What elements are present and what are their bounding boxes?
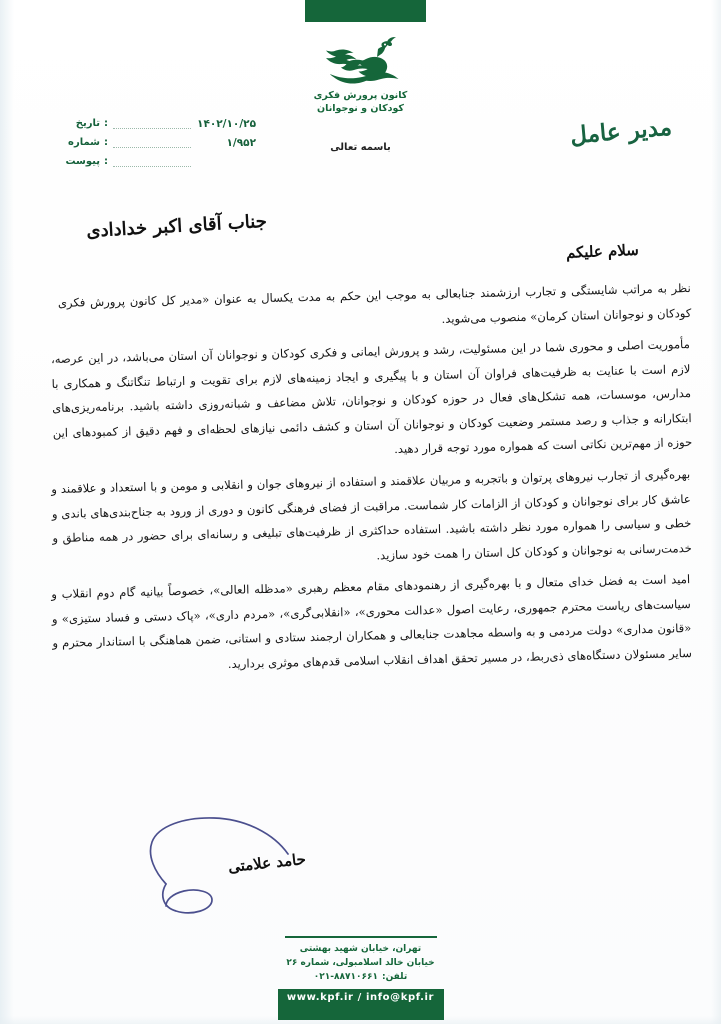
letter-paragraph-2: مأموریت اصلی و محوری شما در این مسئولیت، رشد و پرورش ایمانی و فکری کودکان و نوجوانان آن استان می‌باشد، در این عرصه، لازم است با عنایت به ظرفیت‌های فراوان آن استان و با پیگیری و ایجاد زمینه‌های لازم برای تقویت و ارتباط تنگاتنگ و همکاری با مدارس، موسسات، همه تشکل‌های فعال در حوزه کودکان و نوجوانان، تلاش مضاعف و شبانه‌روزی داشته باشید. برنامه‌ریزی‌های ابتکارانه و جذاب و رصد مستمر وضعیت کودکان و نوجوانان آن استان و کشف دائمی نیازهای لحظه‌ای و فهم دقیق از کمبودهای این حوزه از مهم‌ترین نکاتی است که همواره مورد توجه قرار دهید.	[50, 337, 693, 457]
date-colon: :	[104, 118, 108, 129]
organization-name-line1: کانون پرورش فکری	[313, 90, 408, 101]
letter-paragraph-3: بهره‌گیری از تجارب نیروهای پرتوان و باتجربه و مربیان علاقمند و استفاده از نیروهای جوان و انقلابی و مومن و با استعداد و علاقمند و عاشق کار برای نوجوانان و کودکان از الزامات کار شماست. مراقبت از فضای فرهنگی کانون و دوری از ورود به جناح‌بندی‌های باندی و خطی و سیاسی را همواره مورد نظر داشته باشید. استفاده حداکثری از ظرفیت‌های تبلیغی و رسانه‌ای برای حضور در همه مناطق و خدمت‌رسانی به نوجوانان و کودکان کل استان را همت خود سازید.	[51, 467, 693, 563]
managing-director-title: مدیر عامل	[569, 113, 673, 150]
letter-paragraph-4: امید است به فضل خدای متعال و با بهره‌گیری از رهنمودهای مقام معظم رهبری «مدظله العالی»، خصوصاً بیانیه گام دوم انقلاب و سیاست‌های ریاست محترم جمهوری، رعایت اصول «عدالت محوری»، «انقلابی‌گری»، «مردم داری»، «پاک دستی و فساد ستیزی» و «قانون مداری» دولت مردمی و به واسطه مجاهدت جنابعالی و همکاران ارجمند ستادی و استانی، ضمن هماهنگی با استاندار محترم و سایر مسئولان دستگاه‌های ذی‌ربط، در مسیر تحقق اهداف انقلاب اسلامی قدم‌های موثری بردارید.	[51, 572, 693, 672]
footer-phone-row	[286, 971, 434, 985]
date-label: تاریخ	[75, 118, 100, 129]
salutation-line: سلام علیکم	[565, 240, 640, 262]
scan-edge-left	[0, 0, 14, 1024]
date-value: ۱۴۰۲/۱۰/۲۵	[197, 117, 256, 130]
dove-bird-logo-icon	[318, 36, 404, 88]
letter-body	[52, 205, 691, 673]
number-value: ۱/۹۵۲	[226, 136, 256, 149]
footer-divider	[285, 936, 437, 938]
organization-name-line2: کودکان و نوجوانان	[317, 102, 404, 114]
organization-name	[314, 90, 408, 116]
footer-web-banner[interactable]: www.kpf.ir / info@kpf.ir	[278, 989, 444, 1020]
attachment-label: پیوست	[65, 156, 100, 167]
footer-address-line2: خیابان خالد اسلامبولی، شماره ۲۶	[286, 958, 435, 969]
addressee-line: جناب آقای اکبر خدادادی	[85, 210, 268, 242]
attachment-dotted-rule	[113, 157, 191, 167]
letter-footer	[0, 936, 721, 1020]
number-colon: :	[104, 137, 108, 148]
footer-address	[286, 943, 434, 985]
scan-edge-right	[711, 0, 721, 1024]
footer-address-line1: تهران، خیابان شهید بهشتی	[299, 944, 422, 955]
signatory-name: حامد علامتی	[227, 849, 307, 877]
letter-paragraph-1: نظر به مراتب شایستگی و تجارب ارزشمند جنابعالی به موجب این حکم به مدت یکسال به عنوان «مدیر کل کانون پرورش فکری کودکان و نوجوانان استان کرمان» منصوب می‌شوید.	[57, 281, 692, 326]
number-label: شماره	[68, 137, 100, 148]
header-green-bar	[305, 0, 426, 22]
date-dotted-rule	[113, 119, 191, 129]
footer-phone-label: تلفن:	[381, 972, 408, 983]
attachment-colon: :	[104, 156, 108, 167]
handwritten-signature-icon	[96, 812, 356, 924]
meta-row-attachment	[46, 152, 256, 171]
meta-row-date	[46, 114, 256, 133]
organization-letterhead	[0, 36, 721, 116]
signature-block	[96, 812, 356, 924]
footer-phone-value: ۰۲۱-۸۸۷۱۰۶۶۱	[313, 972, 378, 983]
basmala-text: باسمه تعالی	[330, 142, 391, 153]
